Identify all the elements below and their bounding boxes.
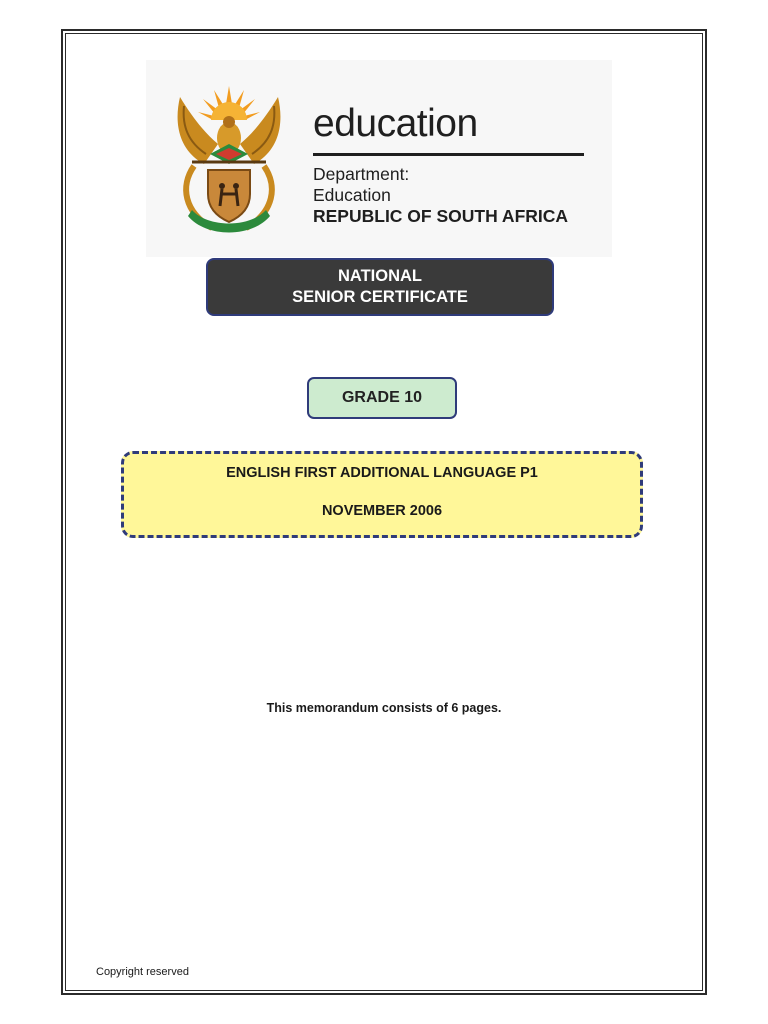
certificate-line2: SENIOR CERTIFICATE [292,288,468,306]
subject-title: ENGLISH FIRST ADDITIONAL LANGUAGE P1 [226,465,538,481]
department-label: Department: [313,164,410,184]
brand-divider [313,153,584,156]
country-name: REPUBLIC OF SOUTH AFRICA [313,206,569,226]
certificate-line1: NATIONAL [337,267,422,285]
coat-of-arms-icon [170,82,288,240]
page-count-note: This memorandum consists of 6 pages. [266,701,502,715]
subject-box [121,451,643,538]
brand-wordmark: education [313,102,478,145]
exam-date: NOVEMBER 2006 [321,503,443,519]
certificate-banner [206,258,554,316]
grade-badge: GRADE 10 [307,377,457,419]
department-name: Education [313,185,391,205]
copyright-notice: Copyright reserved [96,966,189,978]
